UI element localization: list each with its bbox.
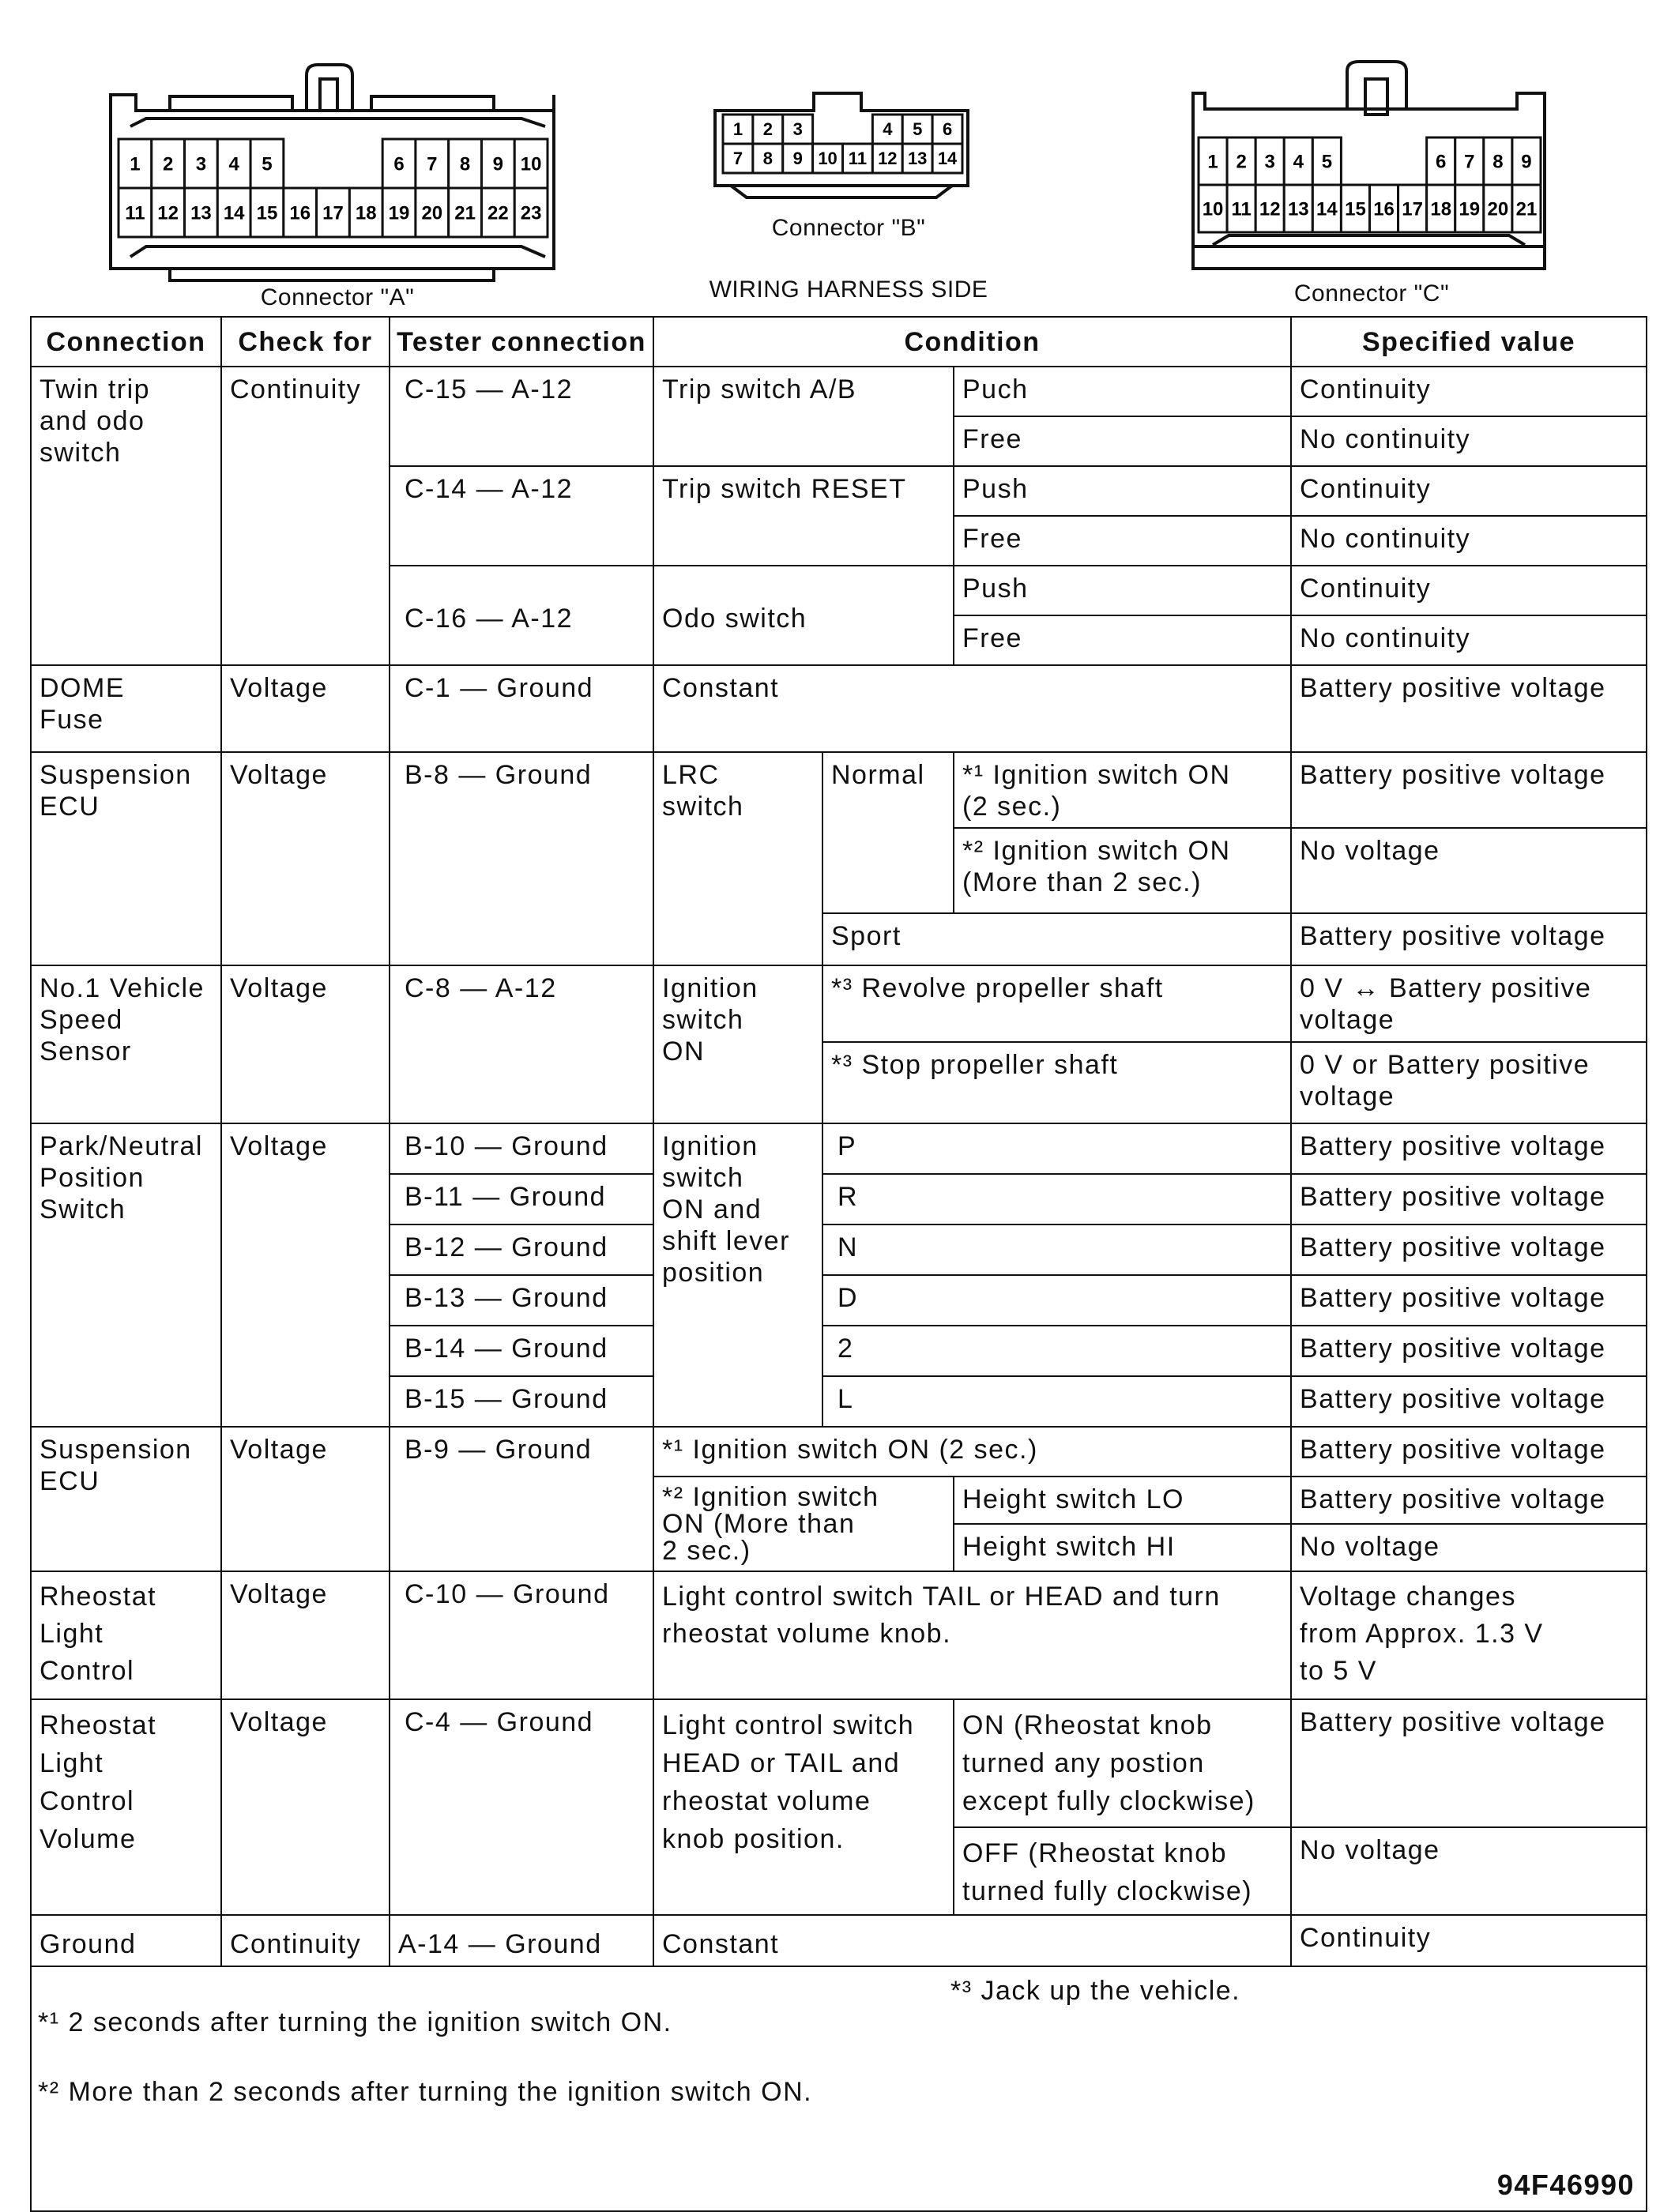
condition-cell: Push	[954, 566, 1291, 615]
connector-a-pin-label: 2	[162, 153, 174, 175]
check-cell: Voltage	[221, 752, 390, 965]
condition-cell: ON (Rheostat knob turned any postion except fully clockwise)	[954, 1699, 1291, 1827]
condition-cell: *¹ Ignition switch ON (2 sec.)	[954, 752, 1291, 828]
connector-c-pin-label: 11	[1231, 198, 1252, 220]
spec-cell: No continuity	[1291, 516, 1647, 566]
condition-cell: *¹ Ignition switch ON (2 sec.)	[653, 1427, 1291, 1477]
connector-a-pin-label: 8	[459, 153, 471, 175]
connector-b-pin-label: 8	[762, 149, 773, 169]
spec-cell: 0 V ↔ Battery positive voltage	[1291, 965, 1647, 1042]
connector-a-pin-label: 9	[492, 153, 504, 175]
table-row	[31, 965, 1647, 1042]
footnotes	[31, 1966, 1647, 2211]
tester-cell: B-15 — Ground	[390, 1376, 653, 1427]
check-cell: Voltage	[221, 1427, 390, 1571]
check-cell: Continuity	[221, 1915, 390, 1966]
condition-cell: Push	[954, 466, 1291, 516]
spec-cell: No voltage	[1291, 828, 1647, 913]
check-cell: Voltage	[221, 965, 390, 1123]
tester-cell: A-14 — Ground	[390, 1915, 653, 1966]
check-cell: Voltage	[221, 1699, 390, 1915]
spec-cell: No continuity	[1291, 615, 1647, 665]
connector-a-pin-label: 4	[228, 153, 239, 175]
table-row	[31, 1427, 1647, 1477]
condition-cell: Puch	[954, 367, 1291, 416]
connection-cell: Rheostat Light Control Volume	[31, 1699, 221, 1915]
condition-cell: Light control switch TAIL or HEAD and turn rheostat volume knob.	[653, 1571, 1291, 1699]
tester-cell: B-10 — Ground	[390, 1123, 653, 1174]
shift-position-cell: 2	[822, 1326, 1291, 1376]
condition-cell: Ignition switch ON	[653, 965, 822, 1123]
connector-c-pin-label: 2	[1236, 151, 1247, 173]
connector-c-pin-label: 7	[1464, 151, 1475, 173]
connector-a-pin-label: 19	[388, 202, 410, 224]
connector-c-pin-label: 12	[1259, 198, 1281, 220]
spec-cell: No voltage	[1291, 1524, 1647, 1571]
spec-cell: No voltage	[1291, 1827, 1647, 1915]
table-row	[31, 752, 1647, 828]
table-row	[31, 665, 1647, 752]
connection-cell: Suspension ECU	[31, 1427, 221, 1571]
tester-cell: B-11 — Ground	[390, 1174, 653, 1224]
footnote-3: *³ Jack up the vehicle.	[950, 1976, 1241, 2006]
tester-cell: B-14 — Ground	[390, 1326, 653, 1376]
connection-cell: No.1 Vehicle Speed Sensor	[31, 965, 221, 1123]
condition-cell: Sport	[822, 913, 1291, 965]
condition-cell: Normal	[822, 752, 954, 913]
condition-cell: Free	[954, 516, 1291, 566]
spec-cell: Battery positive voltage	[1291, 1275, 1647, 1326]
condition-cell: Height switch LO	[954, 1477, 1291, 1524]
spec-cell: Battery positive voltage	[1291, 913, 1647, 965]
connector-b-pin-label: 3	[792, 119, 803, 140]
connector-b-caption: Connector "B"	[771, 215, 926, 241]
connector-c-pin-label: 19	[1459, 198, 1481, 220]
connector-b-pin-label: 2	[762, 119, 773, 140]
spec-cell: Battery positive voltage	[1291, 1427, 1647, 1477]
connector-b-pin-label: 10	[818, 149, 838, 169]
connector-a-pin-label: 5	[262, 153, 273, 175]
connector-a-pin-label: 23	[520, 202, 542, 224]
tester-cell: C-16 — A-12	[390, 566, 653, 665]
header-tester-connection: Tester connection	[390, 317, 653, 367]
connector-a-pin-label: 11	[125, 202, 145, 224]
condition-cell: Constant	[653, 665, 1291, 752]
tester-cell: C-14 — A-12	[390, 466, 653, 566]
spec-cell: No continuity	[1291, 416, 1647, 466]
tester-cell: B-8 — Ground	[390, 752, 653, 965]
connector-a-pin-label: 17	[322, 202, 344, 224]
condition-cell: OFF (Rheostat knob turned fully clockwise)	[954, 1827, 1291, 1915]
connector-a-pin-label: 12	[157, 202, 179, 224]
connector-c-pin-label: 4	[1293, 151, 1304, 173]
shift-position-cell: D	[822, 1275, 1291, 1326]
spec-cell: Battery positive voltage	[1291, 1326, 1647, 1376]
connector-b-pin-label: 1	[732, 119, 743, 140]
footnote-1: *¹ 2 seconds after turning the ignition switch ON.	[38, 2007, 672, 2037]
spec-cell: Battery positive voltage	[1291, 1174, 1647, 1224]
table-row	[31, 1699, 1647, 1827]
condition-cell: *³ Revolve propeller shaft	[822, 965, 1291, 1042]
connector-a-pin-label: 6	[393, 153, 405, 175]
connector-a-pin-label: 7	[427, 153, 438, 175]
connector-a-pin-label: 13	[190, 202, 212, 224]
connector-a-pin-label: 16	[289, 202, 311, 224]
spec-cell: Battery positive voltage	[1291, 665, 1647, 752]
connection-cell: Suspension ECU	[31, 752, 221, 965]
condition-cell: Constant	[653, 1915, 1291, 1966]
footnote-row	[31, 1966, 1647, 2211]
connector-c-pin-label: 15	[1345, 198, 1366, 220]
tester-cell: C-1 — Ground	[390, 665, 653, 752]
connector-c-pin-label: 18	[1430, 198, 1452, 220]
shift-position-cell: N	[822, 1224, 1291, 1275]
connector-a-caption: Connector "A"	[260, 284, 415, 310]
check-cell: Voltage	[221, 1123, 390, 1427]
connector-c-pin-label: 14	[1316, 198, 1338, 220]
connector-c-pin-label: 1	[1207, 151, 1218, 173]
header-condition: Condition	[653, 317, 1291, 367]
tester-cell: C-8 — A-12	[390, 965, 653, 1123]
connector-c-pin-label: 17	[1402, 198, 1423, 220]
spec-cell: Battery positive voltage	[1291, 1376, 1647, 1427]
footnote-2: *² More than 2 seconds after turning the ignition switch ON.	[38, 2077, 813, 2107]
condition-cell: *² Ignition switch ON (More than 2 sec.)	[954, 828, 1291, 913]
condition-cell: Free	[954, 416, 1291, 466]
tester-cell: B-13 — Ground	[390, 1275, 653, 1326]
inspection-table	[30, 316, 1647, 2212]
check-cell: Voltage	[221, 1571, 390, 1699]
tester-cell: C-4 — Ground	[390, 1699, 653, 1915]
connection-cell: DOME Fuse	[31, 665, 221, 752]
table-row	[31, 1571, 1647, 1699]
header-row	[31, 317, 1647, 367]
connector-c-pin-label: 16	[1373, 198, 1395, 220]
tester-cell: C-15 — A-12	[390, 367, 653, 466]
condition-cell: Ignition switch ON and shift lever position	[653, 1123, 822, 1427]
connector-c-pin-label: 10	[1202, 198, 1224, 220]
connector-diagrams	[0, 0, 1675, 316]
connector-c-pin-label: 8	[1492, 151, 1504, 173]
connector-c-pin-label: 13	[1287, 198, 1309, 220]
spec-cell: Continuity	[1291, 1915, 1647, 1966]
connector-b-pin-label: 4	[883, 119, 893, 140]
connector-b-pin-label: 5	[913, 119, 923, 140]
spec-cell: 0 V or Battery positive voltage	[1291, 1042, 1647, 1123]
connection-cell: Twin trip and odo switch	[31, 367, 221, 665]
spec-cell: Battery positive voltage	[1291, 1699, 1647, 1827]
spec-cell: Battery positive voltage	[1291, 752, 1647, 828]
connector-c-caption: Connector "C"	[1293, 280, 1450, 307]
spec-cell: Battery positive voltage	[1291, 1224, 1647, 1275]
connector-a-pin-label: 20	[421, 202, 443, 224]
check-cell: Continuity	[221, 367, 390, 665]
header-check-for: Check for	[221, 317, 390, 367]
connector-a-pin-label: 18	[355, 202, 377, 224]
spec-cell: Battery positive voltage	[1291, 1123, 1647, 1174]
condition-cell: *² Ignition switch ON (More than 2 sec.)	[653, 1477, 954, 1571]
condition-cell: *³ Stop propeller shaft	[822, 1042, 1291, 1123]
connector-a-pin-label: 21	[454, 202, 476, 224]
shift-position-cell: P	[822, 1123, 1291, 1174]
connector-b-pin-label: 12	[878, 149, 898, 169]
condition-cell: Free	[954, 615, 1291, 665]
connector-b-pin-label: 14	[937, 149, 958, 169]
condition-cell: Light control switch HEAD or TAIL and rheostat volume knob position.	[653, 1699, 954, 1915]
spec-cell: Continuity	[1291, 466, 1647, 516]
connector-a-pin-label: 15	[256, 202, 278, 224]
condition-cell: Trip switch A/B	[653, 367, 954, 466]
spec-cell: Continuity	[1291, 566, 1647, 615]
connector-a-pin-label: 22	[487, 202, 509, 224]
connector-a-pin-label: 14	[223, 202, 245, 224]
spec-cell: Battery positive voltage	[1291, 1477, 1647, 1524]
connector-a-pin-label: 1	[130, 153, 141, 175]
connector-b-pin-label: 13	[907, 149, 928, 169]
table-row	[31, 367, 1647, 416]
condition-cell: Trip switch RESET	[653, 466, 954, 566]
connector-b-pin-label: 11	[848, 149, 868, 169]
tester-cell: B-9 — Ground	[390, 1427, 653, 1571]
figure-code: 94F46990	[1496, 2169, 1635, 2201]
connection-cell: Ground	[31, 1915, 221, 1966]
condition-cell: Height switch HI	[954, 1524, 1291, 1571]
connector-c-pin-label: 21	[1515, 198, 1538, 220]
condition-cell: LRC switch	[653, 752, 822, 965]
connector-c-pin-label: 20	[1487, 198, 1509, 220]
connector-a-pin-label: 10	[520, 153, 542, 175]
connection-cell: Park/Neutral Position Switch	[31, 1123, 221, 1427]
header-specified-value: Specified value	[1291, 317, 1647, 367]
connection-cell: Rheostat Light Control	[31, 1571, 221, 1699]
condition-cell: Odo switch	[653, 566, 954, 665]
wiring-harness-side-label: WIRING HARNESS SIDE	[709, 276, 988, 303]
connector-b-pin-label: 6	[942, 119, 953, 140]
check-cell: Voltage	[221, 665, 390, 752]
connector-c-pin-label: 9	[1521, 151, 1532, 173]
connector-c-pin-label: 5	[1321, 151, 1333, 173]
shift-position-cell: L	[822, 1376, 1291, 1427]
tester-cell: C-10 — Ground	[390, 1571, 653, 1699]
connector-c-pin-label: 6	[1436, 151, 1447, 173]
header-connection: Connection	[31, 317, 221, 367]
shift-position-cell: R	[822, 1174, 1291, 1224]
table-row	[31, 1915, 1647, 1966]
spec-cell: Voltage changes from Approx. 1.3 V to 5 V	[1291, 1571, 1647, 1699]
connector-b-pin-label: 7	[732, 149, 743, 169]
spec-cell: Continuity	[1291, 367, 1647, 416]
tester-cell: B-12 — Ground	[390, 1224, 653, 1275]
connector-b-pin-label: 9	[792, 149, 803, 169]
connector-c-pin-label: 3	[1264, 151, 1275, 173]
table-row	[31, 1123, 1647, 1174]
connector-a-pin-label: 3	[195, 153, 207, 175]
